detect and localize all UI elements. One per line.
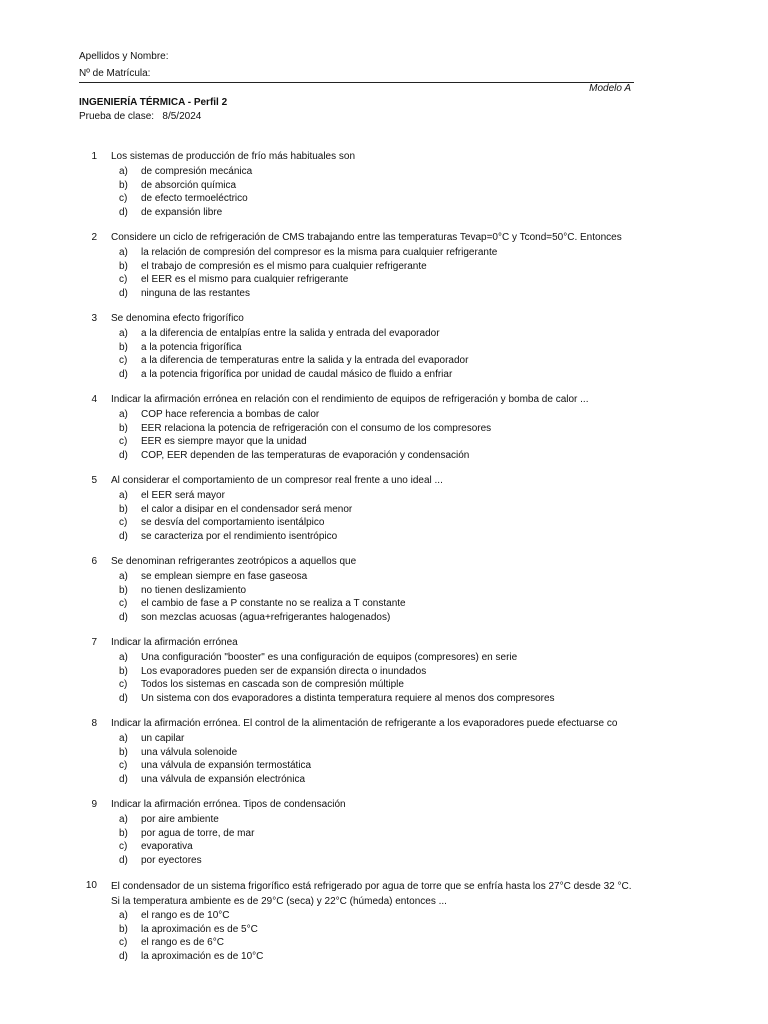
option-letter: b) (119, 746, 128, 758)
option-letter: d) (119, 692, 128, 704)
answer-option (0, 435, 768, 449)
answer-option (0, 759, 768, 773)
question-number: 8 (91, 718, 97, 729)
header-divider (79, 82, 634, 83)
option-text: el rango es de 6°C (141, 937, 224, 948)
question-header (0, 798, 768, 811)
question-number: 2 (91, 232, 97, 243)
answer-options (0, 408, 768, 462)
question (0, 150, 768, 219)
question-number: 3 (91, 313, 97, 324)
question-header (0, 717, 768, 730)
option-text: el EER es el mismo para cualquier refrigerante (141, 274, 349, 285)
answer-option (0, 489, 768, 503)
answer-options (0, 165, 768, 219)
option-text: de compresión mecánica (141, 166, 253, 177)
option-text: por agua de torre, de mar (141, 827, 255, 839)
option-text: EER es siempre mayor que la unidad (141, 436, 307, 447)
option-text: de absorción química (141, 179, 237, 191)
question-number: 7 (91, 637, 97, 648)
answer-options (0, 489, 768, 543)
option-letter: c) (119, 193, 128, 204)
answer-option (0, 584, 768, 598)
question (0, 231, 768, 300)
option-text: a la diferencia de temperaturas entre la salida y la entrada del evaporador (141, 355, 469, 366)
answer-option (0, 165, 768, 179)
answer-option (0, 368, 768, 382)
answer-options (0, 813, 768, 867)
option-letter: c) (119, 517, 128, 528)
option-text: una válvula solenoide (141, 746, 238, 758)
option-letter: a) (119, 814, 128, 825)
answer-option (0, 813, 768, 827)
answer-options (0, 909, 768, 963)
option-text: Los evaporadores pueden ser de expansión directa o inundados (141, 665, 427, 677)
option-text: evaporativa (141, 841, 193, 852)
option-text: la aproximación es de 5°C (141, 923, 258, 935)
answer-options (0, 651, 768, 705)
question-header (0, 150, 768, 163)
option-letter: c) (119, 760, 128, 771)
option-letter: d) (119, 530, 128, 542)
answer-option (0, 422, 768, 436)
answer-options (0, 246, 768, 300)
question-header (0, 474, 768, 487)
answer-option (0, 827, 768, 841)
question-header (0, 393, 768, 406)
answer-option (0, 246, 768, 260)
option-text: Una configuración "booster" es una configuración de equipos (compresores) en serie (141, 652, 518, 663)
option-letter: c) (119, 598, 128, 609)
answer-options (0, 570, 768, 624)
option-text: el trabajo de compresión es el mismo para cualquier refrigerante (141, 260, 427, 272)
answer-option (0, 260, 768, 274)
question-number: 1 (91, 151, 97, 162)
option-letter: d) (119, 773, 128, 785)
option-letter: d) (119, 950, 128, 962)
option-letter: a) (119, 652, 128, 663)
question (0, 312, 768, 381)
answer-option (0, 354, 768, 368)
option-text: no tienen deslizamiento (141, 584, 247, 596)
question-number: 5 (91, 475, 97, 486)
answer-option (0, 665, 768, 679)
question-text: Se denomina efecto frigorífico (111, 313, 244, 324)
answer-option (0, 651, 768, 665)
question (0, 879, 768, 963)
answer-option (0, 341, 768, 355)
question-list (0, 150, 768, 975)
question (0, 474, 768, 543)
option-letter: b) (119, 422, 128, 434)
answer-option (0, 773, 768, 787)
option-text: se emplean siempre en fase gaseosa (141, 571, 308, 582)
answer-option (0, 678, 768, 692)
answer-option (0, 597, 768, 611)
option-text: la aproximación es de 10°C (141, 950, 264, 962)
question-header (0, 312, 768, 325)
question-number: 10 (85, 880, 97, 891)
option-letter: b) (119, 584, 128, 596)
question-text: Indicar la afirmación errónea en relación con el rendimiento de equipos de refrigeración y bomba de calor ... (111, 394, 589, 405)
option-letter: c) (119, 937, 128, 948)
answer-option (0, 936, 768, 950)
answer-option (0, 327, 768, 341)
answer-option (0, 570, 768, 584)
option-letter: a) (119, 328, 128, 339)
answer-option (0, 206, 768, 220)
question-number: 6 (91, 556, 97, 567)
option-letter: b) (119, 665, 128, 677)
answer-option (0, 287, 768, 301)
option-text: el calor a disipar en el condensador será menor (141, 503, 353, 515)
answer-option (0, 449, 768, 463)
answer-option (0, 909, 768, 923)
question-number: 4 (91, 394, 97, 405)
answer-option (0, 408, 768, 422)
test-info (79, 111, 201, 122)
option-letter: a) (119, 571, 128, 582)
answer-option (0, 611, 768, 625)
option-letter: a) (119, 247, 128, 258)
answer-option (0, 192, 768, 206)
question (0, 798, 768, 867)
option-text: se caracteriza por el rendimiento isentrópico (141, 530, 338, 542)
exam-model: Modelo A (589, 83, 631, 94)
option-text: Todos los sistemas en cascada son de compresión múltiple (141, 679, 404, 690)
option-letter: d) (119, 449, 128, 461)
option-text: son mezclas acuosas (agua+refrigerantes halogenados) (141, 611, 391, 623)
option-letter: c) (119, 841, 128, 852)
option-letter: a) (119, 910, 128, 921)
answer-option (0, 854, 768, 868)
answer-option (0, 732, 768, 746)
question-header (0, 636, 768, 649)
option-text: el cambio de fase a P constante no se realiza a T constante (141, 598, 406, 609)
answer-options (0, 732, 768, 786)
option-letter: d) (119, 368, 128, 380)
test-date: 8/5/2024 (162, 111, 202, 122)
answer-option (0, 950, 768, 964)
option-text: una válvula de expansión electrónica (141, 773, 305, 785)
option-letter: a) (119, 490, 128, 501)
question-header (0, 555, 768, 568)
question-text: Indicar la afirmación errónea. Tipos de condensación (111, 799, 346, 810)
option-text: ninguna de las restantes (141, 287, 250, 299)
option-text: a la potencia frigorífica (141, 341, 242, 353)
option-text: el rango es de 10°C (141, 910, 230, 921)
option-letter: a) (119, 409, 128, 420)
question (0, 555, 768, 624)
option-letter: a) (119, 166, 128, 177)
answer-option (0, 179, 768, 193)
option-text: de efecto termoeléctrico (141, 193, 248, 204)
answer-option (0, 692, 768, 706)
option-text: COP, EER dependen de las temperaturas de evaporación y condensación (141, 449, 470, 461)
option-letter: c) (119, 274, 128, 285)
option-letter: b) (119, 923, 128, 935)
option-letter: c) (119, 436, 128, 447)
answer-option (0, 840, 768, 854)
option-letter: b) (119, 260, 128, 272)
course-title: INGENIERÍA TÉRMICA - Perfil 2 (79, 97, 228, 108)
option-text: de expansión libre (141, 206, 223, 218)
option-text: a la potencia frigorífica por unidad de caudal másico de fluido a enfriar (141, 368, 453, 380)
option-letter: b) (119, 179, 128, 191)
option-letter: b) (119, 827, 128, 839)
option-text: por eyectores (141, 854, 202, 866)
option-letter: d) (119, 287, 128, 299)
option-letter: b) (119, 341, 128, 353)
option-text: un capilar (141, 733, 185, 744)
option-text: EER relaciona la potencia de refrigeración con el consumo de los compresores (141, 422, 492, 434)
answer-option (0, 530, 768, 544)
option-text: el EER será mayor (141, 490, 225, 501)
question-text: Indicar la afirmación errónea (111, 637, 238, 648)
option-letter: c) (119, 355, 128, 366)
option-text: una válvula de expansión termostática (141, 760, 312, 771)
answer-option (0, 923, 768, 937)
question-text: Al considerar el comportamiento de un compresor real frente a uno ideal ... (111, 475, 443, 486)
option-text: la relación de compresión del compresor es la misma para cualquier refrigerante (141, 247, 498, 258)
question-header (0, 879, 768, 907)
answer-option (0, 516, 768, 530)
option-text: se desvía del comportamiento isentálpico (141, 517, 325, 528)
option-letter: d) (119, 611, 128, 623)
option-text: COP hace referencia a bombas de calor (141, 409, 320, 420)
test-label: Prueba de clase: (79, 111, 155, 122)
answer-option (0, 503, 768, 517)
option-text: por aire ambiente (141, 814, 219, 825)
option-text: a la diferencia de entalpías entre la salida y entrada del evaporador (141, 328, 440, 339)
matricula-label: Nº de Matrícula: (79, 68, 151, 79)
question-text: Indicar la afirmación errónea. El control de la alimentación de refrigerante a los evaporadores puede efectuarse co (111, 718, 618, 729)
question-number: 9 (91, 799, 97, 810)
answer-options (0, 327, 768, 381)
option-letter: c) (119, 679, 128, 690)
option-letter: a) (119, 733, 128, 744)
question-text: El condensador de un sistema frigorífico está refrigerado por agua de torre que se enfría hasta los 27°C desde 32 °C. Si la temperatura ambiente es de 29°C (seca) y 22°C (húmeda) entonces ... (111, 881, 632, 907)
answer-option (0, 746, 768, 760)
question-text: Considere un ciclo de refrigeración de CMS trabajando entre las temperaturas Tevap=0°C y Tcond=50°C. Entonces (111, 232, 622, 243)
answer-option (0, 273, 768, 287)
question (0, 636, 768, 705)
question-text: Se denominan refrigerantes zeotrópicos a aquellos que (111, 556, 357, 567)
student-name-label: Apellidos y Nombre: (79, 51, 169, 62)
option-letter: d) (119, 854, 128, 866)
option-text: Un sistema con dos evaporadores a distinta temperatura requiere al menos dos compresores (141, 692, 555, 704)
question-text: Los sistemas de producción de frío más habituales son (111, 151, 356, 162)
question (0, 717, 768, 786)
question-header (0, 231, 768, 244)
option-letter: d) (119, 206, 128, 218)
question (0, 393, 768, 462)
option-letter: b) (119, 503, 128, 515)
